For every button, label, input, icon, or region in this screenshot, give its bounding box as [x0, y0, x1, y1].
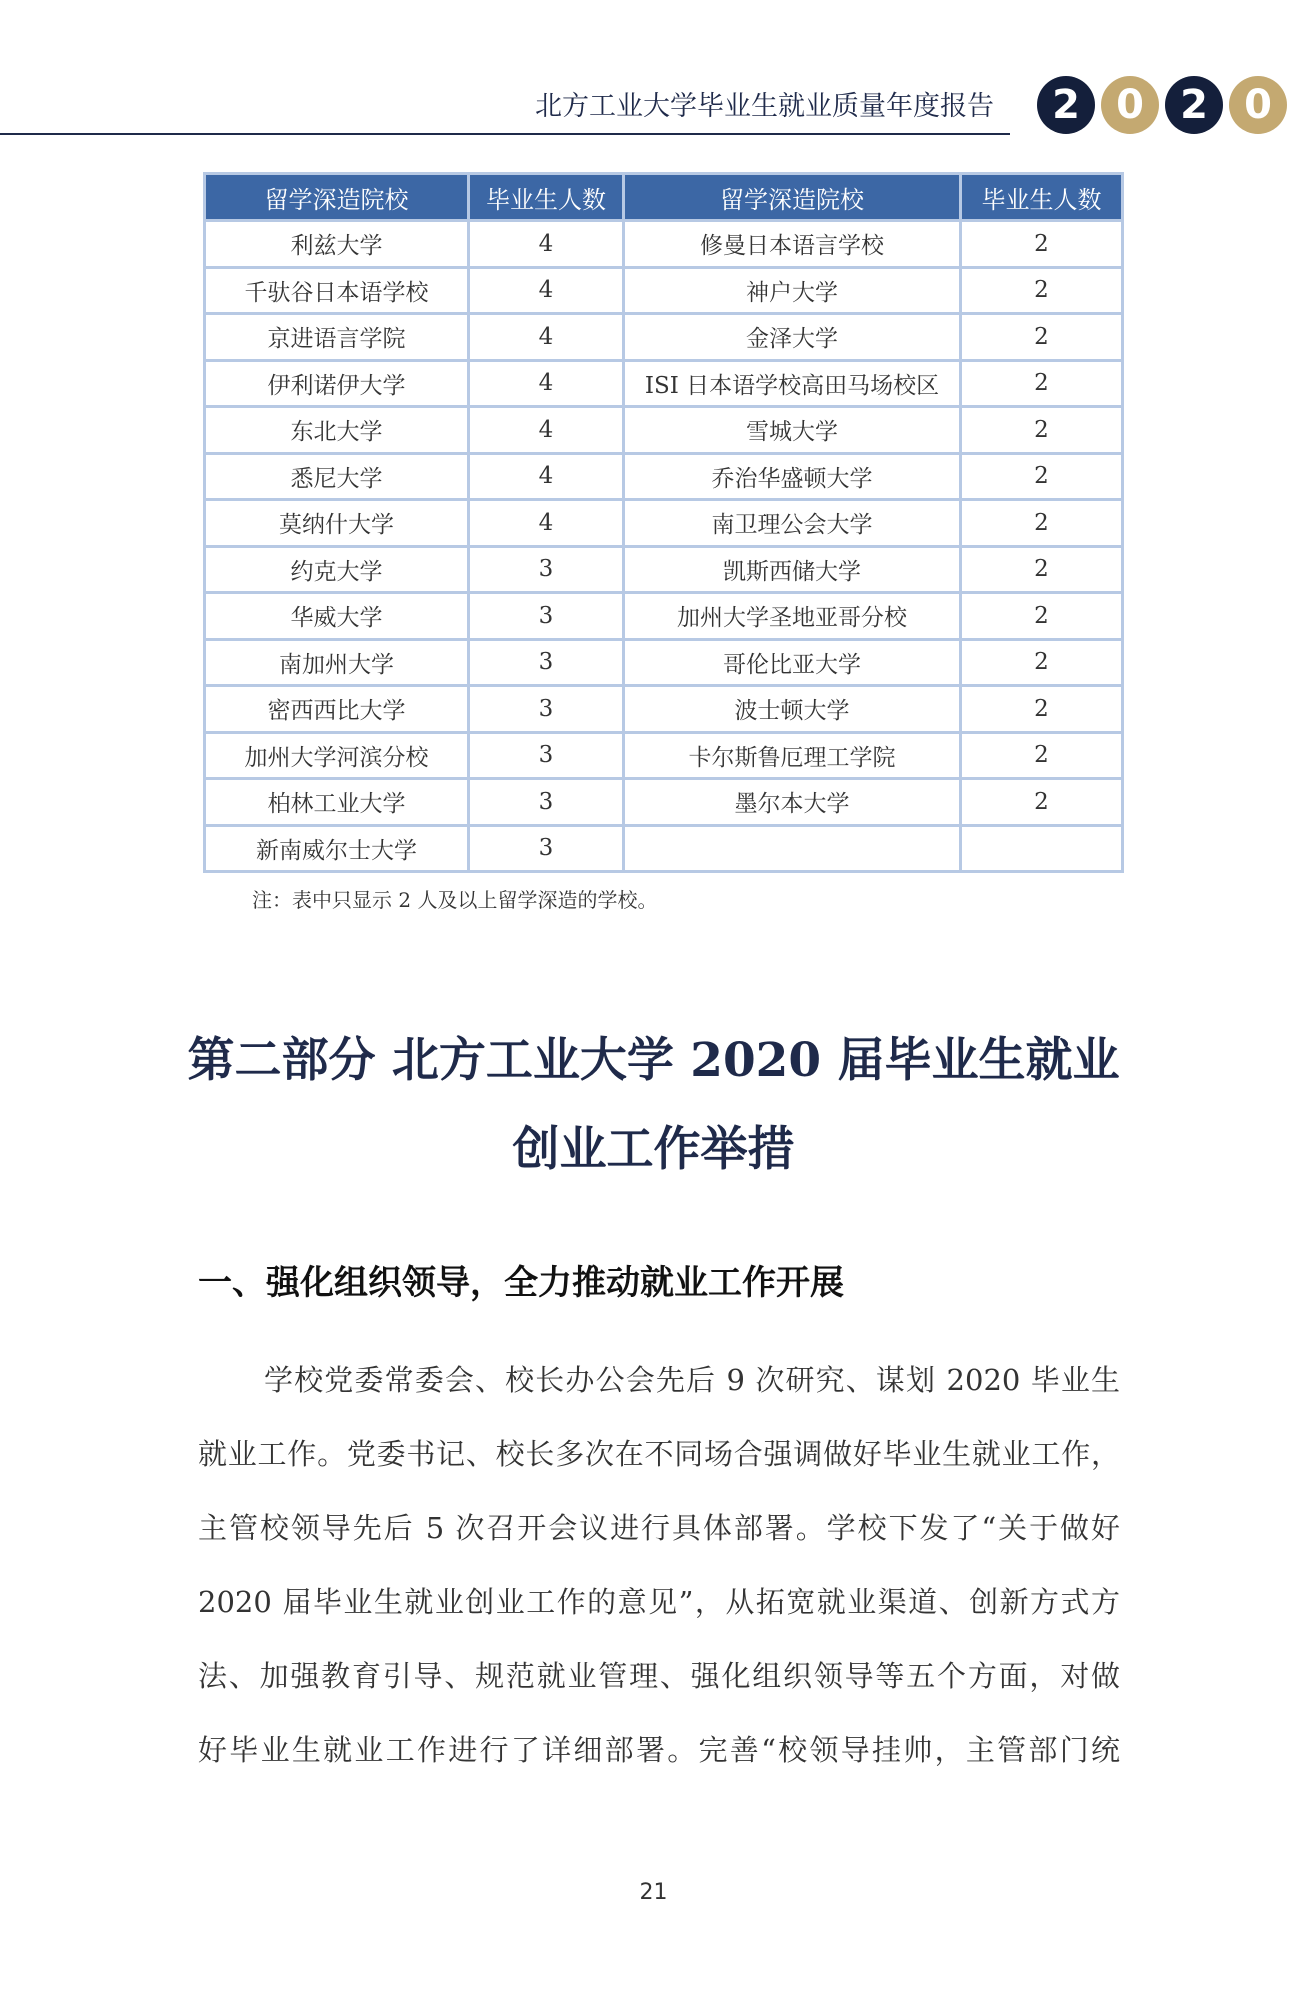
graduate-count-cell: 2 — [961, 639, 1123, 686]
school-name-cell: 墨尔本大学 — [624, 779, 961, 826]
graduate-count-cell: 3 — [469, 546, 624, 593]
table-row — [205, 360, 1123, 407]
table-row — [205, 779, 1123, 826]
school-name-cell: 莫纳什大学 — [205, 500, 469, 547]
table-row — [205, 314, 1123, 361]
school-name-cell: 加州大学圣地亚哥分校 — [624, 593, 961, 640]
year-digit: 0 — [1101, 76, 1159, 134]
graduate-count-cell: 4 — [469, 267, 624, 314]
school-name-cell: 东北大学 — [205, 407, 469, 454]
school-name-cell: 乔治华盛顿大学 — [624, 453, 961, 500]
column-header: 留学深造院校 — [624, 174, 961, 221]
graduate-count-cell: 3 — [469, 779, 624, 826]
school-name-cell: 新南威尔士大学 — [205, 825, 469, 872]
report-title: 北方工业大学毕业生就业质量年度报告 — [535, 91, 994, 122]
graduate-count-cell: 2 — [961, 593, 1123, 640]
paragraph-line: 法、加强教育引导、规范就业管理、强化组织领导等五个方面，对做 — [198, 1659, 1120, 1693]
year-digit: 2 — [1037, 76, 1095, 134]
table-row — [205, 500, 1123, 547]
table-row — [205, 686, 1123, 733]
graduate-count-cell: 2 — [961, 500, 1123, 547]
school-name-cell: ISI 日本语学校高田马场校区 — [624, 360, 961, 407]
school-name-cell: 金泽大学 — [624, 314, 961, 361]
table-row — [205, 221, 1123, 268]
table-row — [205, 546, 1123, 593]
graduate-count-cell: 4 — [469, 360, 624, 407]
graduate-count-cell: 4 — [469, 500, 624, 547]
study-abroad-table — [203, 172, 1124, 873]
graduate-count-cell: 2 — [961, 546, 1123, 593]
school-name-cell: 哥伦比亚大学 — [624, 639, 961, 686]
year-digit: 0 — [1229, 76, 1287, 134]
school-name-cell: 千驮谷日本语学校 — [205, 267, 469, 314]
paragraph-line: 好毕业生就业工作进行了详细部署。完善“校领导挂帅，主管部门统 — [198, 1733, 1120, 1767]
graduate-count-cell: 2 — [961, 453, 1123, 500]
table-header-row — [205, 174, 1123, 221]
table-row — [205, 453, 1123, 500]
table-row — [205, 825, 1123, 872]
school-name-cell: 凯斯西储大学 — [624, 546, 961, 593]
header-rule — [0, 133, 1010, 135]
school-name-cell: 加州大学河滨分校 — [205, 732, 469, 779]
graduate-count-cell: 2 — [961, 779, 1123, 826]
school-name-cell: 神户大学 — [624, 267, 961, 314]
table-row — [205, 407, 1123, 454]
graduate-count-cell: 4 — [469, 453, 624, 500]
subheading: 一、强化组织领导，全力推动就业工作开展 — [198, 1263, 844, 1303]
page-header — [0, 72, 1307, 142]
column-header: 毕业生人数 — [961, 174, 1123, 221]
graduate-count-cell: 3 — [469, 825, 624, 872]
page-number: 21 — [639, 1880, 668, 1905]
school-name-cell: 伊利诺伊大学 — [205, 360, 469, 407]
graduate-count-cell: 3 — [469, 732, 624, 779]
school-name-cell: 南加州大学 — [205, 639, 469, 686]
school-name-cell: 利兹大学 — [205, 221, 469, 268]
graduate-count-cell: 3 — [469, 686, 624, 733]
school-name-cell: 修曼日本语言学校 — [624, 221, 961, 268]
paragraph-line: 2020 届毕业生就业创业工作的意见”，从拓宽就业渠道、创新方式方 — [198, 1585, 1120, 1619]
school-name-cell: 波士顿大学 — [624, 686, 961, 733]
table-body — [205, 221, 1123, 872]
year-digit: 2 — [1165, 76, 1223, 134]
school-name-cell: 南卫理公会大学 — [624, 500, 961, 547]
graduate-count-cell: 4 — [469, 407, 624, 454]
graduate-count-cell: 2 — [961, 732, 1123, 779]
school-name-cell: 卡尔斯鲁厄理工学院 — [624, 732, 961, 779]
graduate-count-cell: 3 — [469, 593, 624, 640]
paragraph-line: 就业工作。党委书记、校长多次在不同场合强调做好毕业生就业工作， — [198, 1437, 1120, 1471]
year-badge — [1037, 76, 1287, 134]
school-name-cell — [624, 825, 961, 872]
table-row — [205, 593, 1123, 640]
table-row — [205, 639, 1123, 686]
graduate-count-cell: 3 — [469, 639, 624, 686]
graduate-count-cell — [961, 825, 1123, 872]
graduate-count-cell: 2 — [961, 407, 1123, 454]
graduate-count-cell: 2 — [961, 221, 1123, 268]
column-header: 留学深造院校 — [205, 174, 469, 221]
graduate-count-cell: 2 — [961, 314, 1123, 361]
paragraph-line: 主管校领导先后 5 次召开会议进行具体部署。学校下发了“关于做好 — [198, 1511, 1120, 1545]
graduate-count-cell: 2 — [961, 360, 1123, 407]
graduate-count-cell: 4 — [469, 314, 624, 361]
section-title: 第二部分 北方工业大学 2020 届毕业生就业 — [187, 1033, 1120, 1088]
table-row — [205, 267, 1123, 314]
school-name-cell: 华威大学 — [205, 593, 469, 640]
school-name-cell: 柏林工业大学 — [205, 779, 469, 826]
paragraph-line: 学校党委常委会、校长办公会先后 9 次研究、谋划 2020 毕业生 — [264, 1363, 1120, 1397]
section-title-continued: 创业工作举措 — [512, 1122, 795, 1177]
school-name-cell: 约克大学 — [205, 546, 469, 593]
table-note: 注：表中只显示 2 人及以上留学深造的学校。 — [252, 888, 658, 912]
graduate-count-cell: 4 — [469, 221, 624, 268]
school-name-cell: 雪城大学 — [624, 407, 961, 454]
table-row — [205, 732, 1123, 779]
graduate-count-cell: 2 — [961, 267, 1123, 314]
school-name-cell: 京进语言学院 — [205, 314, 469, 361]
school-name-cell: 悉尼大学 — [205, 453, 469, 500]
school-name-cell: 密西西比大学 — [205, 686, 469, 733]
column-header: 毕业生人数 — [469, 174, 624, 221]
graduate-count-cell: 2 — [961, 686, 1123, 733]
